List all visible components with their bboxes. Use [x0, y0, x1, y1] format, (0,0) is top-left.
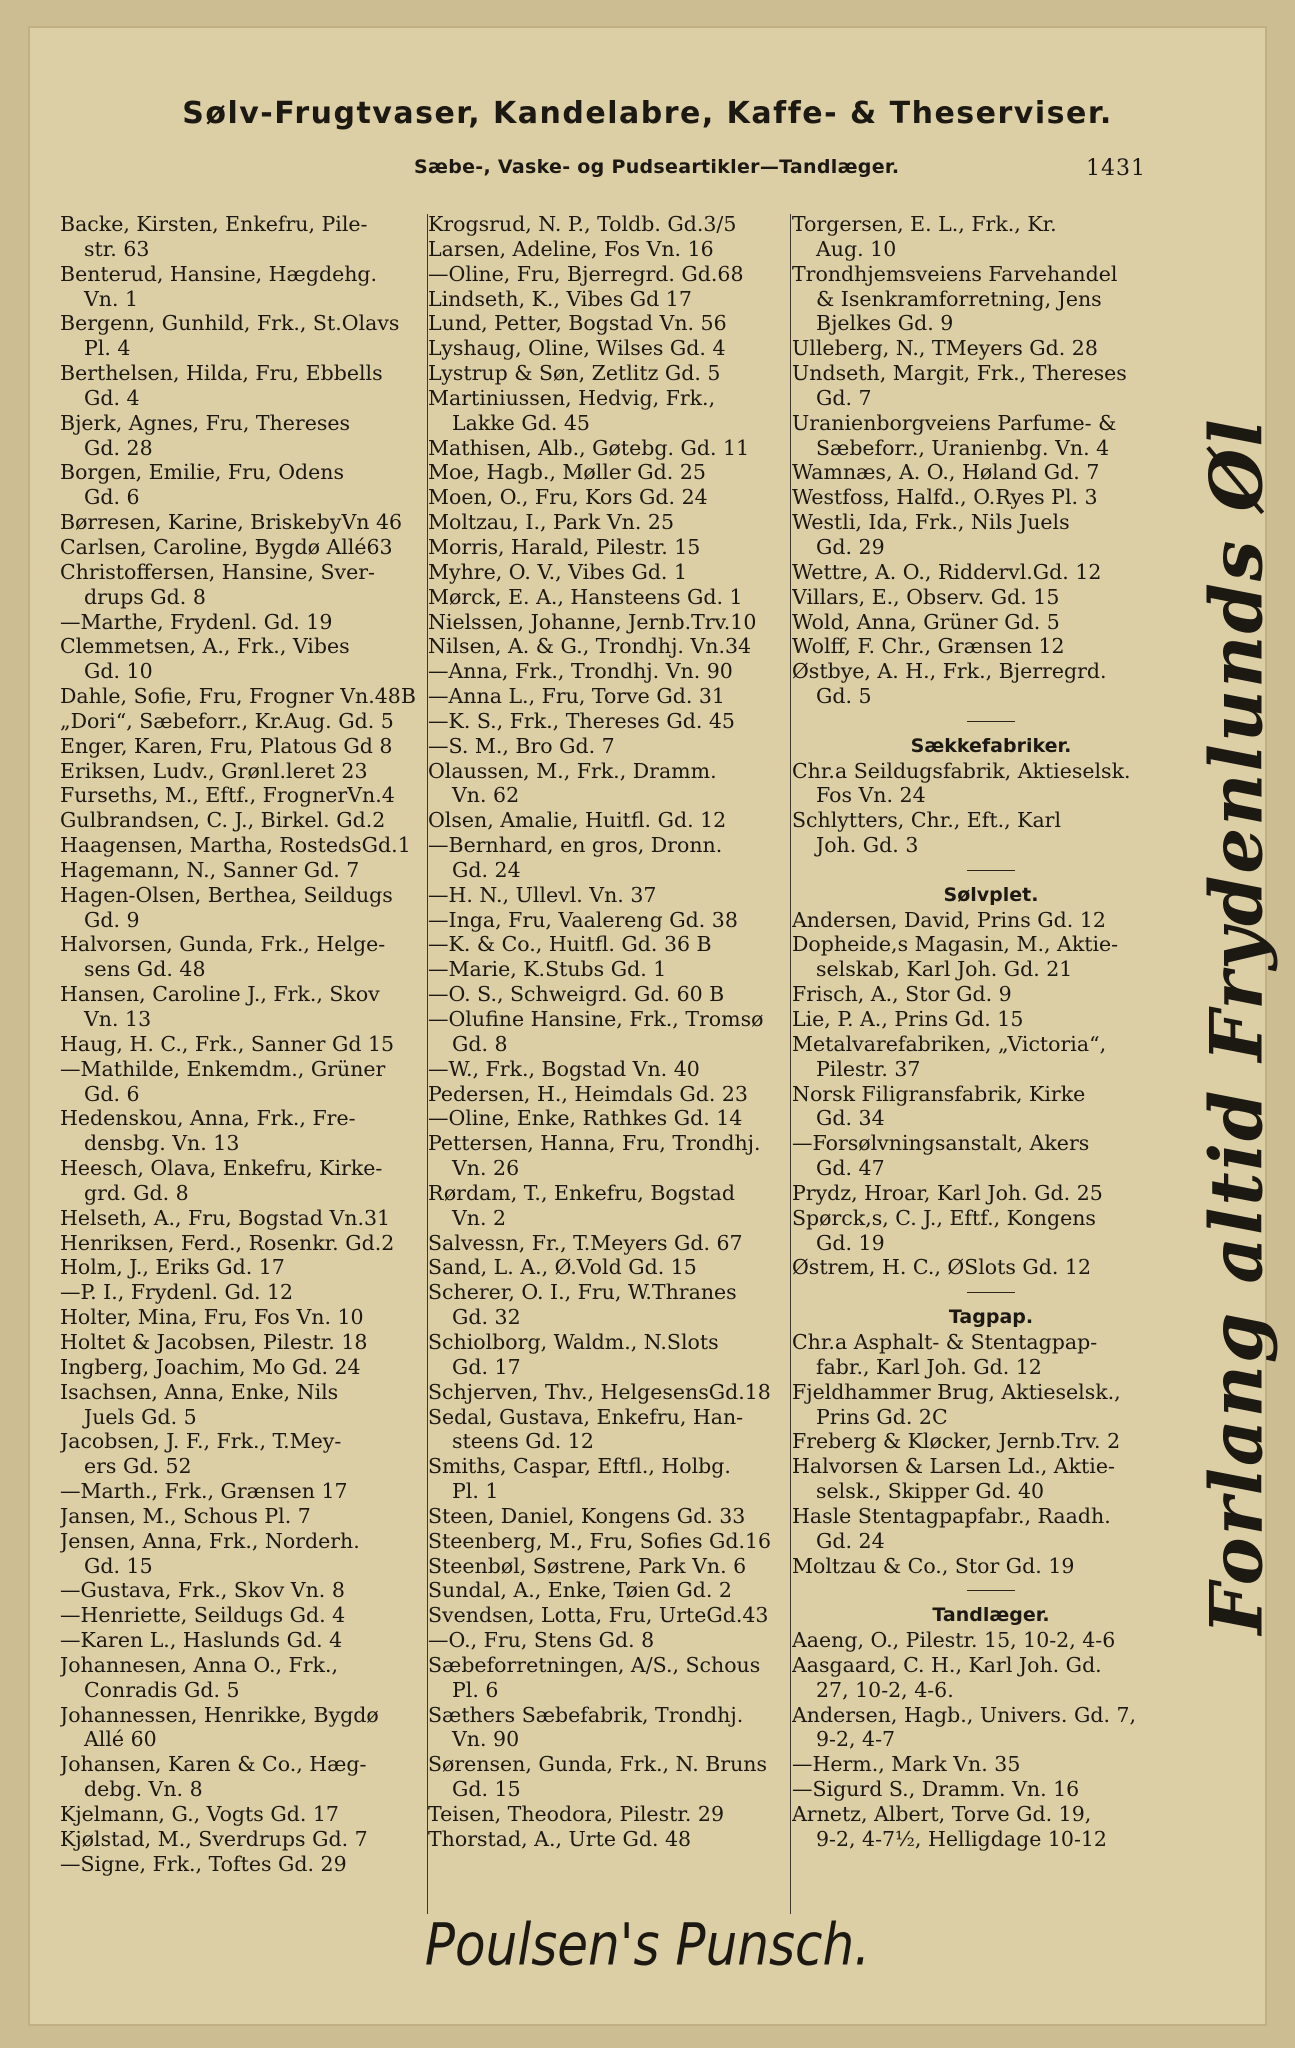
directory-entry: Schiolborg, Waldm., N.Slots [428, 1329, 719, 1354]
directory-entry: Gd. 6 [84, 1081, 140, 1106]
directory-entry: selsk., Skipper Gd. 40 [816, 1479, 1045, 1504]
directory-entry: Pilestr. 37 [816, 1056, 921, 1081]
directory-entry: Lyshaug, Oline, Wilses Gd. 4 [428, 336, 726, 361]
directory-entry: —Forsølvningsanstalt, Akers [792, 1131, 1090, 1156]
directory-entry: Olaussen, M., Frk., Dramm. [428, 758, 717, 783]
directory-entry: 27, 10-2, 4-6. [816, 1677, 954, 1702]
column-3 [792, 212, 1190, 1852]
directory-entry: Gd. 47 [816, 1156, 885, 1181]
directory-entry: Schjerven, Thv., HelgesensGd.18 [428, 1379, 771, 1404]
directory-entry: —Marth., Frk., Grænsen 17 [60, 1479, 348, 1504]
directory-entry: Halvorsen, Gunda, Frk., Helge- [60, 932, 386, 957]
directory-entry: Morris, Harald, Pilestr. 15 [428, 534, 701, 559]
directory-entry: Gd. 15 [84, 1553, 153, 1578]
directory-entry: Salvessn, Fr., T.Meyers Gd. 67 [428, 1230, 743, 1255]
directory-entry: Undseth, Margit, Frk., Thereses [792, 361, 1127, 386]
directory-entry: Østbye, A. H., Frk., Bjerregrd. [792, 659, 1107, 684]
directory-entry: —Marie, K.Stubs Gd. 1 [428, 957, 667, 982]
directory-entry: Aasgaard, C. H., Karl Joh. Gd. [792, 1652, 1102, 1677]
directory-entry: Gd. 10 [84, 659, 153, 684]
directory-entry: Kjølstad, M., Sverdrups Gd. 7 [60, 1826, 368, 1851]
directory-entry: Mathisen, Alb., Gøtebg. Gd. 11 [428, 435, 750, 460]
directory-entry: ers Gd. 52 [84, 1454, 192, 1479]
directory-entry: Steenbøl, Søstrene, Park Vn. 6 [428, 1553, 747, 1578]
directory-entry: Holtet & Jacobsen, Pilestr. 18 [60, 1329, 368, 1354]
directory-entry: Carlsen, Caroline, Bygdø Allé63 [60, 534, 393, 559]
directory-entry: Mørck, E. A., Hansteens Gd. 1 [428, 584, 743, 609]
section-divider [792, 1578, 1190, 1603]
directory-entry: fabr., Karl Joh. Gd. 12 [816, 1354, 1042, 1379]
banner-advertisement: Sølv-Frugtvaser, Kandelabre, Kaffe- & Theserviser. [182, 96, 1113, 131]
directory-entry: —Sigurd S., Dramm. Vn. 16 [792, 1777, 1080, 1802]
directory-entry: —Gustava, Frk., Skov Vn. 8 [60, 1578, 345, 1603]
directory-entry: Vn. 1 [84, 286, 139, 311]
directory-entry: Gd. 24 [452, 857, 521, 882]
directory-entry: —H. N., Ullevl. Vn. 37 [428, 882, 657, 907]
directory-entry: Moltzau, I., Park Vn. 25 [428, 510, 674, 535]
directory-entry: Gd. 4 [84, 385, 140, 410]
directory-entry: Larsen, Adeline, Fos Vn. 16 [428, 236, 714, 261]
directory-entry: steens Gd. 12 [452, 1429, 594, 1454]
directory-entry: Johansen, Karen & Co., Hæg- [60, 1752, 367, 1777]
directory-entry: Aug. 10 [816, 236, 897, 261]
directory-entry: Sæbeforretningen, A/S., Schous [428, 1652, 761, 1677]
directory-entry: Vn. 26 [452, 1156, 520, 1181]
directory-entry: Gd. 19 [816, 1230, 885, 1255]
directory-entry: —Signe, Frk., Toftes Gd. 29 [60, 1851, 347, 1876]
directory-entry: Olsen, Amalie, Huitfl. Gd. 12 [428, 808, 727, 833]
directory-entry: Gd. 32 [452, 1305, 521, 1330]
directory-entry: Halvorsen & Larsen Ld., Aktie- [792, 1454, 1115, 1479]
directory-entry: 9-2, 4-7½, Helligdage 10-12 [816, 1826, 1107, 1851]
directory-entry: Isachsen, Anna, Enke, Nils [60, 1379, 339, 1404]
section-divider [792, 1280, 1190, 1305]
directory-entry: —W., Frk., Bogstad Vn. 40 [428, 1056, 700, 1081]
directory-entry: —Karen L., Haslunds Gd. 4 [60, 1628, 343, 1653]
directory-entry: grd. Gd. 8 [84, 1180, 189, 1205]
directory-entry: Berthelsen, Hilda, Fru, Ebbells [60, 361, 383, 386]
directory-entry: Clemmetsen, A., Frk., Vibes [60, 634, 350, 659]
directory-entry: Furseths, M., Eftf., FrognerVn.4 [60, 783, 395, 808]
directory-entry: 9-2, 4-7 [816, 1727, 896, 1752]
directory-entry: Gd. 24 [816, 1528, 885, 1553]
directory-entry: —Bernhard, en gros, Dronn. [428, 833, 723, 858]
directory-entry: Pl. 1 [452, 1479, 499, 1504]
directory-entry: Vn. 90 [452, 1727, 520, 1752]
directory-entry: Ulleberg, N., TMeyers Gd. 28 [792, 336, 1098, 361]
directory-entry: Wolff, F. Chr., Grænsen 12 [792, 634, 1065, 659]
directory-entry: Holter, Mina, Fru, Fos Vn. 10 [60, 1305, 364, 1330]
directory-entry: —O. S., Schweigrd. Gd. 60 B [428, 982, 725, 1007]
directory-entry: Ingberg, Joachim, Mo Gd. 24 [60, 1354, 361, 1379]
directory-entry: densbg. Vn. 13 [84, 1131, 240, 1156]
directory-entry: Scherer, O. I., Fru, W.Thranes [428, 1280, 737, 1305]
directory-entry: Lie, P. A., Prins Gd. 15 [792, 1007, 1024, 1031]
directory-entry: Vn. 62 [452, 783, 520, 808]
directory-entry: Gd. 7 [816, 385, 872, 410]
directory-entry: —Oline, Enke, Rathkes Gd. 14 [428, 1106, 743, 1131]
directory-entry: Allé 60 [84, 1727, 157, 1752]
directory-entry: Steenberg, M., Fru, Sofies Gd.16 [428, 1528, 772, 1553]
column-2 [428, 212, 786, 1852]
directory-entry: Chr.a Seildugsfabrik, Aktieselsk. [792, 758, 1131, 783]
directory-entry: Hasle Stentagpapfabr., Raadh. [792, 1503, 1111, 1528]
directory-entry: —Mathilde, Enkemdm., Grüner [60, 1056, 386, 1081]
directory-entry: Haug, H. C., Frk., Sanner Gd 15 [60, 1031, 395, 1056]
directory-entry: Moltzau & Co., Stor Gd. 19 [792, 1553, 1075, 1578]
directory-entry: Gd. 28 [84, 435, 153, 460]
directory-entry: Andersen, Hagb., Univers. Gd. 7, [792, 1702, 1137, 1727]
directory-entry: —Olufine Hansine, Frk., Tromsø [428, 1007, 764, 1031]
directory-entry: —S. M., Bro Gd. 7 [428, 733, 615, 758]
directory-entry: Svendsen, Lotta, Fru, UrteGd.43 [428, 1603, 769, 1628]
directory-entry: —O., Fru, Stens Gd. 8 [428, 1628, 655, 1653]
directory-entry: selskab, Karl Joh. Gd. 21 [816, 957, 1073, 982]
directory-entry: Norsk Filigransfabrik, Kirke [792, 1081, 1086, 1106]
directory-entry: drups Gd. 8 [84, 584, 206, 609]
directory-entry: Fos Vn. 24 [816, 783, 926, 808]
directory-entry: Helseth, A., Fru, Bogstad Vn.31 [60, 1205, 391, 1230]
directory-entry: Jansen, M., Schous Pl. 7 [60, 1503, 311, 1528]
category-heading: Tandlæger. [932, 1604, 1050, 1627]
directory-entry: Bjerk, Agnes, Fru, Thereses [60, 410, 350, 435]
directory-entry: Haagensen, Martha, RostedsGd.1 [60, 833, 411, 858]
directory-entry: Sørensen, Gunda, Frk., N. Bruns [428, 1752, 768, 1777]
directory-entry: —Henriette, Seildugs Gd. 4 [60, 1603, 346, 1628]
directory-entry: Gulbrandsen, C. J., Birkel. Gd.2 [60, 808, 386, 833]
directory-entry: Wold, Anna, Grüner Gd. 5 [792, 609, 1060, 634]
directory-entry: Moe, Hagb., Møller Gd. 25 [428, 460, 706, 485]
directory-entry: Johannesen, Anna O., Frk., [60, 1652, 338, 1677]
directory-entry: Jensen, Anna, Frk., Norderh. [60, 1528, 360, 1553]
directory-entry: Prins Gd. 2C [816, 1404, 948, 1429]
directory-entry: Benterud, Hansine, Hægdehg. [60, 261, 378, 286]
column-1 [60, 212, 452, 1877]
directory-entry: Bergenn, Gunhild, Frk., St.Olavs [60, 311, 400, 336]
directory-entry: Myhre, O. V., Vibes Gd. 1 [428, 559, 688, 584]
directory-entry: —Marthe, Frydenl. Gd. 19 [60, 609, 333, 634]
directory-entry: Sæthers Sæbefabrik, Trondhj. [428, 1702, 744, 1727]
directory-entry: —Herm., Mark Vn. 35 [792, 1752, 1021, 1777]
directory-entry: Sand, L. A., Ø.Vold Gd. 15 [428, 1255, 697, 1280]
column-rule [790, 214, 791, 1914]
directory-entry: Freberg & Kløcker, Jernb.Trv. 2 [792, 1429, 1121, 1454]
directory-entry: Hansen, Caroline J., Frk., Skov [60, 982, 380, 1007]
directory-entry: Torgersen, E. L., Frk., Kr. [792, 212, 1057, 236]
section-divider [792, 858, 1190, 883]
directory-entry: Lindseth, K., Vibes Gd 17 [428, 286, 692, 311]
directory-entry: Sæbeforr., Uranienbg. Vn. 4 [816, 435, 1110, 460]
directory-entry: —Anna, Frk., Trondhj. Vn. 90 [428, 659, 733, 684]
directory-entry: Westfoss, Halfd., O.Ryes Pl. 3 [792, 485, 1098, 510]
directory-entry: Uranienborgveiens Parfume- & [792, 410, 1117, 435]
directory-entry: Spørck,s, C. J., Eftf., Kongens [792, 1205, 1096, 1230]
directory-entry: Johannessen, Henrikke, Bygdø [60, 1702, 379, 1727]
directory-entry: Nielssen, Johanne, Jernb.Trv.10 [428, 609, 757, 634]
directory-entry: Gd. 17 [452, 1354, 521, 1379]
directory-entry: —Anna L., Fru, Torve Gd. 31 [428, 684, 725, 709]
directory-entry: Villars, E., Observ. Gd. 15 [792, 584, 1060, 609]
directory-entry: Børresen, Karine, BriskebyVn 46 [60, 510, 403, 535]
directory-entry: Gd. 9 [84, 907, 140, 932]
directory-entry: Pettersen, Hanna, Fru, Trondhj. [428, 1131, 761, 1156]
directory-entry: Joh. Gd. 3 [816, 833, 919, 858]
directory-entry: Henriksen, Ferd., Rosenkr. Gd.2 [60, 1230, 395, 1255]
directory-entry: Vn. 13 [84, 1007, 152, 1031]
directory-entry: Gd. 15 [452, 1777, 521, 1802]
directory-entry: —K. S., Frk., Thereses Gd. 45 [428, 708, 735, 733]
directory-entry: Holm, J., Eriks Gd. 17 [60, 1255, 285, 1280]
directory-entry: Metalvarefabriken, „Victoria“, [792, 1031, 1107, 1056]
directory-entry: Dopheide,s Magasin, M., Aktie- [792, 932, 1119, 957]
directory-entry: Sedal, Gustava, Enkefru, Han- [428, 1404, 744, 1429]
directory-entry: sens Gd. 48 [84, 957, 206, 982]
directory-entry: Backe, Kirsten, Enkefru, Pile- [60, 212, 368, 236]
directory-entry: Lystrup & Søn, Zetlitz Gd. 5 [428, 361, 721, 386]
directory-entry: Østrem, H. C., ØSlots Gd. 12 [792, 1255, 1092, 1280]
directory-entry: Vn. 2 [452, 1205, 507, 1230]
directory-entry: —Oline, Fru, Bjerregrd. Gd.68 [428, 261, 744, 286]
directory-entry: Pl. 4 [84, 336, 131, 361]
directory-entry: Borgen, Emilie, Fru, Odens [60, 460, 344, 485]
directory-entry: str. 63 [84, 236, 150, 261]
directory-entry: Pedersen, H., Heimdals Gd. 23 [428, 1081, 748, 1106]
directory-entry: Arnetz, Albert, Torve Gd. 19, [792, 1802, 1092, 1826]
directory-entry: Martiniussen, Hedvig, Frk., [428, 385, 716, 410]
bottom-advertisement: Poulsen's Punsch. [424, 1911, 871, 1979]
directory-entry: Rørdam, T., Enkefru, Bogstad [428, 1180, 735, 1205]
side-advertisement: Forlang altid Frydenlunds Øl [1193, 417, 1279, 1635]
directory-entry: Thorstad, A., Urte Gd. 48 [428, 1826, 692, 1851]
category-heading: Sølvplet. [943, 883, 1039, 906]
directory-entry: Eriksen, Ludv., Grønl.leret 23 [60, 758, 368, 783]
page-number: 1431 [1086, 156, 1146, 181]
directory-entry: & Isenkramforretning, Jens [816, 286, 1102, 311]
directory-entry: Enger, Karen, Fru, Platous Gd 8 [60, 733, 393, 758]
category-heading: Tagpap. [948, 1306, 1034, 1329]
directory-entry: Smiths, Caspar, Eftfl., Holbg. [428, 1454, 731, 1479]
directory-entry: Schlytters, Chr., Eft., Karl [792, 808, 1062, 833]
directory-entry: Prydz, Hroar, Karl Joh. Gd. 25 [792, 1180, 1103, 1205]
directory-entry: Trondhjemsveiens Farvehandel [792, 261, 1118, 286]
directory-entry: Sundal, A., Enke, Tøien Gd. 2 [428, 1578, 732, 1603]
directory-entry: Dahle, Sofie, Fru, Frogner Vn.48B [60, 684, 416, 709]
directory-entry: „Dori“, Sæbeforr., Kr.Aug. Gd. 5 [60, 708, 394, 733]
directory-entry: Krogsrud, N. P., Toldb. Gd.3/5 [428, 212, 737, 236]
directory-entry: Lakke Gd. 45 [452, 410, 590, 435]
section-header: Sæbe-, Vaske- og Pudseartikler—Tandlæger. [414, 156, 900, 178]
directory-entry: Moen, O., Fru, Kors Gd. 24 [428, 485, 708, 510]
directory-entry: Gd. 5 [816, 684, 872, 709]
directory-entry: Kjelmann, G., Vogts Gd. 17 [60, 1802, 339, 1826]
directory-entry: Christoffersen, Hansine, Sver- [60, 559, 375, 584]
directory-entry: debg. Vn. 8 [84, 1777, 203, 1802]
directory-entry: Aaeng, O., Pilestr. 15, 10-2, 4-6 [792, 1628, 1116, 1653]
directory-entry: Gd. 34 [816, 1106, 885, 1131]
directory-entry: Bjelkes Gd. 9 [816, 311, 954, 336]
section-divider [792, 709, 1190, 734]
directory-entry: Gd. 6 [84, 485, 140, 510]
category-heading: Sækkefabriker. [910, 734, 1072, 757]
directory-entry: Jacobsen, J. F., Frk., T.Mey- [60, 1429, 342, 1454]
directory-entry: Fjeldhammer Brug, Aktieselsk., [792, 1379, 1121, 1404]
directory-entry: —Inga, Fru, Vaalereng Gd. 38 [428, 907, 738, 932]
directory-entry: Wettre, A. O., Riddervl.Gd. 12 [792, 559, 1102, 584]
directory-entry: Hagemann, N., Sanner Gd. 7 [60, 857, 360, 882]
directory-entry: Hagen-Olsen, Berthea, Seildugs [60, 882, 393, 907]
directory-entry: Steen, Daniel, Kongens Gd. 33 [428, 1503, 746, 1528]
directory-entry: Chr.a Asphalt- & Stentagpap- [792, 1329, 1098, 1354]
directory-entry: Hedenskou, Anna, Frk., Fre- [60, 1106, 356, 1131]
directory-entry: Lund, Petter, Bogstad Vn. 56 [428, 311, 727, 336]
directory-entry: —K. & Co., Huitfl. Gd. 36 B [428, 932, 712, 957]
directory-entry: Westli, Ida, Frk., Nils Juels [792, 510, 1070, 535]
directory-page [28, 26, 1279, 2026]
directory-entry: Wamnæs, A. O., Høland Gd. 7 [792, 460, 1100, 485]
directory-entry: Heesch, Olava, Enkefru, Kirke- [60, 1156, 383, 1181]
directory-entry: Pl. 6 [452, 1677, 499, 1702]
directory-entry: Juels Gd. 5 [84, 1404, 197, 1429]
directory-entry: Nilsen, A. & G., Trondhj. Vn.34 [428, 634, 752, 659]
directory-entry: Gd. 8 [452, 1031, 508, 1056]
directory-entry: Conradis Gd. 5 [84, 1677, 240, 1702]
directory-entry: Teisen, Theodora, Pilestr. 29 [428, 1802, 724, 1826]
directory-entry: Andersen, David, Prins Gd. 12 [792, 907, 1106, 932]
directory-entry: —P. I., Frydenl. Gd. 12 [60, 1280, 294, 1305]
directory-entry: Gd. 29 [816, 534, 885, 559]
directory-entry: Frisch, A., Stor Gd. 9 [792, 982, 1012, 1007]
